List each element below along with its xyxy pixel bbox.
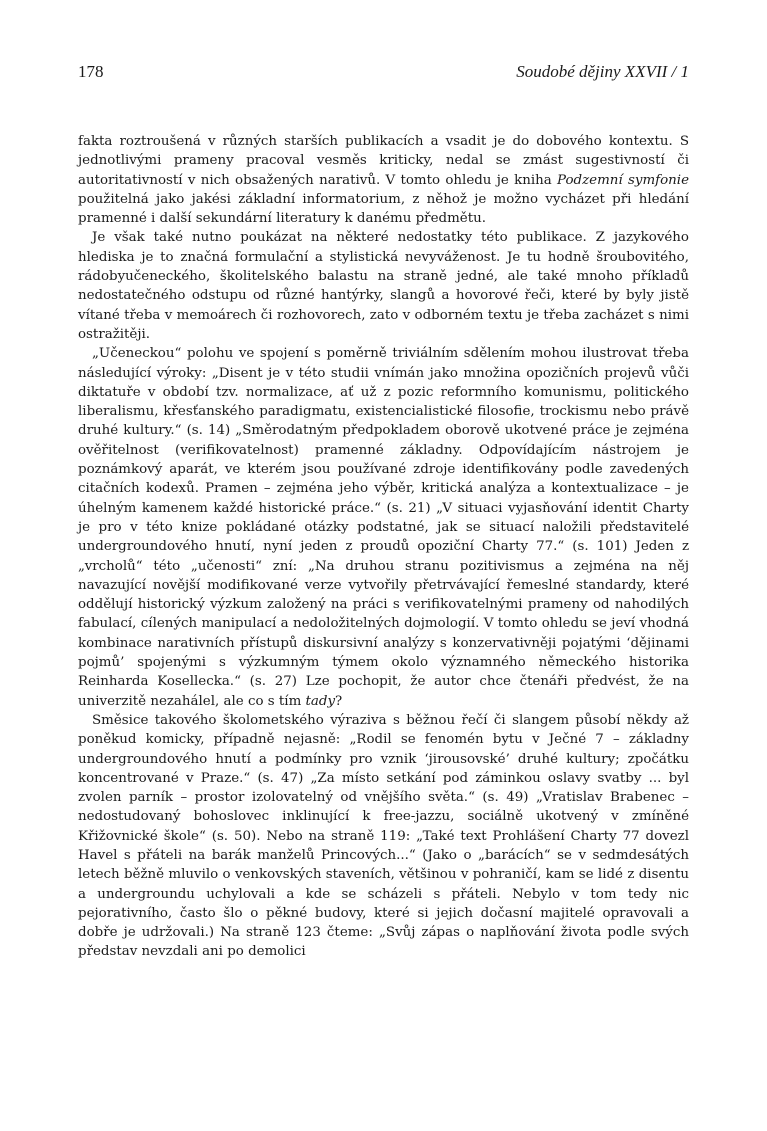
journal-title: Soudobé dějiny XXVII / 1 [516, 62, 689, 81]
document-page [78, 62, 689, 962]
body-text [78, 132, 689, 962]
page-number: 178 [78, 62, 104, 81]
paragraph [78, 228, 689, 344]
text-run: „Učeneckou“ polohu ve spojení s poměrně triviálním sdělením mohou ilustrovat třeba následující výroky: „Disent je v této studii vnímán jako množina opozičních projevů vůči diktatuře v období tzv. normalizace, ať už z pozic reformního komunismu, politického liberalismu, křesťanského paradigmatu, existencialistické filosofie, trockismu nebo právě druhé kultury.“ (s. 14) „Směrodatným předpokladem oborově ukotvené práce je zejména ověřitelnost (verifikovatelnost) pramenné základny. Odpovídajícím nástrojem je poznámkový aparát, ve kterém jsou používané zdroje identifikovány podle zavedených citačních kodexů. Pramen – zejména jeho výběr, kritická analýza a kontextualizace – je úhelným kamenem každé historické práce.“ (s. 21) „V situaci vyjasňování identit Charty je pro v této knize pokládané otázky podstatné, jak se situací naložili představitelé undergroundového hnutí, nyní jeden z proudů opoziční Charty 77.“ (s. 101) Jeden z „vrcholů“ této „učenosti“ zní: „Na druhou stranu pozitivismus a zejména na něj navazující novější modifikované verze vytvořily přetrvávající řemeslné standardy, které oddělují historický výzkum založený na práci s verifikovatelnými prameny od nahodilých fabulací, cílených manipulací a nedoložitelných dojmologií. V tomto ohledu se jeví vhodná kombinace narativních přístupů diskursivní analýzy s konzervativněji pojatými ‘dějinami pojmů’ spojenými s výzkumným týmem okolo významného německého historika Reinharda Kosellecka.“ (s. 27) Lze pochopit, že autor chce čtenáři předvést, že na univerzitě nezahálel, ale co s tím [78, 346, 689, 709]
running-head [78, 62, 689, 90]
text-run: ? [335, 693, 343, 709]
paragraph [78, 132, 689, 228]
text-run: použitelná jako jakési základní informatorium, z něhož je možno vycházet při hledání pramenné i další sekundární literatury k danému předmětu. [78, 191, 689, 227]
italic-text: tady [305, 693, 336, 709]
paragraph [78, 711, 689, 962]
text-run: Je však také nutno poukázat na některé nedostatky této publikace. Z jazykového hlediska je to značná formulační a stylistická nevyváženost. Je tu hodně šroubovitého, rádobyučeneckého, školitelského balastu na straně jedné, ale také mnoho příkladů nedostatečného odstupu od různé hantýrky, slangů a hovorové řeči, které by byly jistě vítané třeba v memoárech či rozhovorech, zato v odborném textu je třeba zacházet s nimi ostražitěji. [78, 230, 689, 342]
text-run: fakta roztroušená v různých starších publikacích a vsadit je do dobového kontextu. S jednotlivými prameny pracoval vesměs kriticky, nedal se zmást sugestivností či autoritativností v nich obsažených narativů. V tomto ohledu je kniha [78, 134, 689, 188]
text-run: Směsice takového školometského výraziva s běžnou řečí či slangem působí někdy až poněkud komicky, případně nejasně: „Rodil se fenomén bytu v Ječné 7 – základny undergroundového hnutí a podmínky pro vznik ‘jirousovské’ druhé kultury; zpočátku koncentrované v Praze.“ (s. 47) „Za místo setkání pod záminkou oslavy svatby ... byl zvolen parník – prostor izolovatelný od vnějšího světa.“ (s. 49) „Vratislav Brabenec – nedostudovaný bohoslovec inklinující k free-jazzu, sociálně ukotvený v zmíněné Křižovnické škole“ (s. 50). Nebo na straně 119: „Také text Prohlášení Charty 77 dovezl Havel s přáteli na barák manželů Princových...“ (Jako o „barácích“ se v sedmdesátých letech běžně mluvilo o venkovských staveních, většinou v pohraničí, kam se lidé z disentu a undergroundu uchylovali a kde se scházeli s přáteli. Nebylo v tom tedy nic pejorativního, často šlo o pěkné budovy, které si jejich dočasní majitelé opravovali a dobře je udržovali.) Na straně 123 čteme: „Svůj zápas o naplňování života podle svých představ nevzdali ani po demolici [78, 712, 689, 960]
paragraph [78, 344, 689, 711]
italic-text: Podzemní symfonie [557, 172, 689, 188]
